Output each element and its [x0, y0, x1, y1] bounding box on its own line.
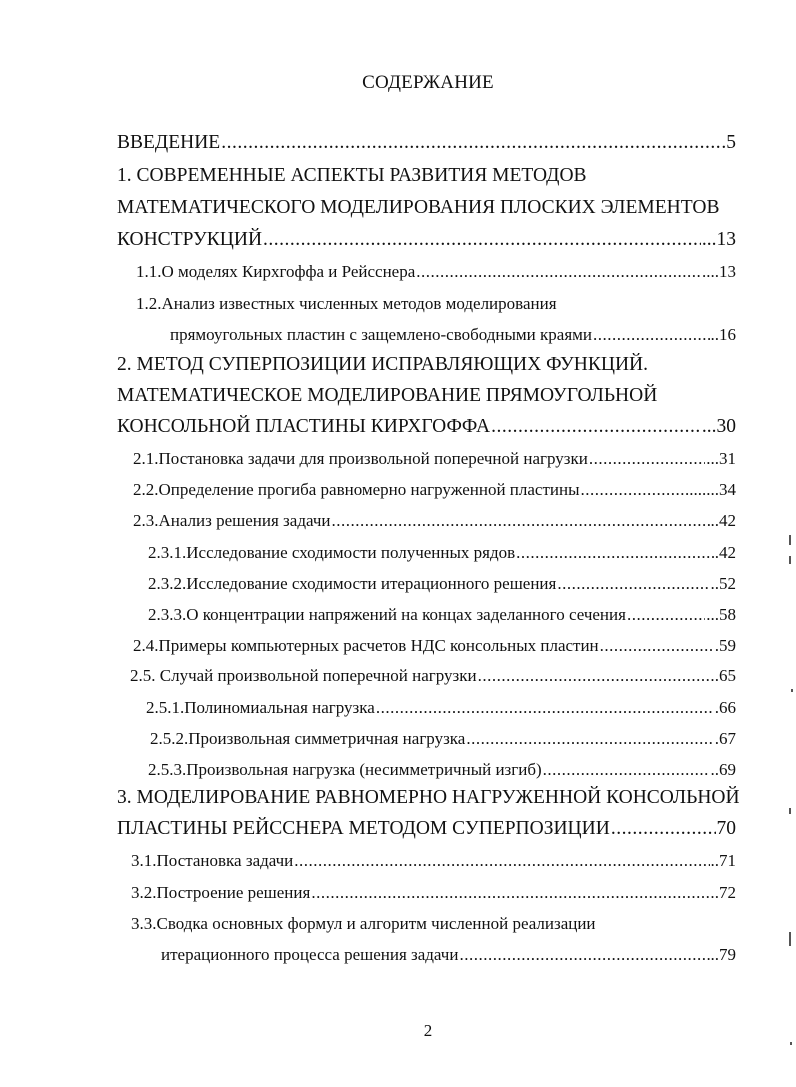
toc-leader-dots: [331, 511, 709, 531]
toc-page-number: ...30: [701, 416, 736, 437]
toc-leader-dots: [516, 543, 714, 563]
toc-leader-dots: [491, 416, 701, 438]
toc-entry-text: 2.4.Примеры компьютерных расчетов НДС консольных пластин: [133, 636, 599, 655]
toc-entry-2-4[interactable]: [133, 636, 736, 656]
toc-chapter-2-line-1[interactable]: 2. МЕТОД СУПЕРПОЗИЦИИ ИСПРАВЛЯЮЩИХ ФУНКЦИЙ.: [117, 354, 649, 375]
toc-leader-dots: [581, 480, 684, 500]
toc-entry-text: КОНСОЛЬНОЙ ПЛАСТИНЫ КИРХГОФФА: [117, 416, 491, 437]
toc-page-number: ..79: [710, 945, 736, 964]
toc-entry-text: 2.3.2.Исследование сходимости итерационного решения: [148, 574, 557, 593]
toc-page-number: .5: [721, 132, 736, 153]
toc-leader-dots: [600, 636, 714, 656]
toc-entry-2-5-1[interactable]: [146, 698, 736, 718]
toc-leader-dots: [557, 574, 709, 594]
page-number: 2: [423, 1021, 433, 1040]
toc-page-number: ..52: [710, 574, 736, 593]
toc-entry-text: 2.3.3.О концентрации напряжений на концах заделанного сечения: [148, 605, 626, 624]
scan-speck: [789, 932, 791, 946]
toc-entry-text: 2.3.1.Исследование сходимости полученных рядов: [148, 543, 516, 562]
toc-entry-1-2-line-1[interactable]: 1.2.Анализ известных численных методов моделирования: [136, 294, 557, 313]
toc-page-number: .67: [714, 729, 736, 748]
toc-page-number: .72: [714, 883, 736, 902]
toc-entry-2-5-2[interactable]: [150, 729, 736, 749]
toc-chapter-3-last-line[interactable]: [117, 818, 736, 840]
toc-entry-2-3-1[interactable]: [148, 543, 736, 563]
toc-page-number: ....13: [702, 262, 736, 281]
toc-leader-dots: [543, 760, 710, 780]
toc-entry-2-5-3[interactable]: [148, 760, 736, 780]
toc-page-number: .42: [714, 543, 736, 562]
toc-entry-2-2[interactable]: [133, 480, 736, 500]
toc-page-number: .66: [714, 698, 736, 717]
toc-entry-2-3-2[interactable]: [148, 574, 736, 594]
toc-chapter-2-last-line[interactable]: [117, 416, 736, 438]
toc-entry-text: 3.2.Построение решения: [131, 883, 311, 902]
toc-entry-text: ПЛАСТИНЫ РЕЙССНЕРА МЕТОДОМ СУПЕРПОЗИЦИИ: [117, 818, 610, 839]
toc-entry-3-3-line-2[interactable]: [161, 945, 736, 965]
page-title: СОДЕРЖАНИЕ: [362, 72, 494, 93]
toc-page-number: 70: [716, 818, 736, 839]
toc-page-number: ..69: [710, 760, 736, 779]
scan-speck: [790, 1042, 792, 1045]
toc-chapter-1-last-line[interactable]: [117, 229, 736, 251]
toc-leader-dots: [376, 698, 714, 718]
toc-entry-text: 3.1.Постановка задачи: [131, 851, 294, 870]
toc-leader-dots: [611, 818, 716, 840]
toc-entry-2-3[interactable]: [133, 511, 736, 531]
toc-chapter-2-line-2[interactable]: МАТЕМАТИЧЕСКОЕ МОДЕЛИРОВАНИЕ ПРЯМОУГОЛЬНОЙ: [117, 385, 658, 406]
toc-leader-dots: [294, 851, 709, 871]
toc-leader-dots: [466, 729, 713, 749]
toc-page-number: ..71: [710, 851, 736, 870]
toc-chapter-3-line-1[interactable]: 3. МОДЕЛИРОВАНИЕ РАВНОМЕРНО НАГРУЖЕННОЙ КОНСОЛЬНОЙ: [117, 787, 740, 808]
toc-leader-dots: [627, 605, 705, 625]
toc-page-number: ..42: [710, 511, 736, 530]
toc-leader-dots: [478, 666, 714, 686]
toc-entry-text: 2.2.Определение прогиба равномерно нагруженной пластины: [133, 480, 580, 499]
toc-entry-text: ВВЕДЕНИЕ: [117, 132, 221, 153]
toc-entry-3-2[interactable]: [131, 883, 736, 903]
toc-entry-text: 2.5.2.Произвольная симметричная нагрузка: [150, 729, 466, 748]
toc-leader-dots: [416, 262, 701, 282]
toc-entry-1-1[interactable]: [136, 262, 736, 282]
toc-leader-dots: [263, 229, 701, 251]
toc-leader-dots: [459, 945, 709, 965]
toc-entry-text: 2.5.3.Произвольная нагрузка (несимметричный изгиб): [148, 760, 542, 779]
toc-page-number: ...58: [706, 605, 736, 624]
toc-page-number: ...31: [706, 449, 736, 468]
toc-page-number: ........34: [685, 480, 736, 499]
scan-speck: [791, 689, 793, 692]
toc-page-number: ...13: [701, 229, 736, 250]
toc-page-number: .59: [714, 636, 736, 655]
toc-entry-text: КОНСТРУКЦИЙ: [117, 229, 263, 250]
toc-entry-2-5[interactable]: [130, 666, 736, 686]
scan-speck: [789, 556, 791, 564]
scan-speck: [789, 535, 791, 545]
toc-entry-2-1[interactable]: [133, 449, 736, 469]
toc-leader-dots: [221, 132, 720, 154]
toc-entry-3-1[interactable]: [131, 851, 736, 871]
toc-entry-text: 2.5.1.Полиномиальная нагрузка: [146, 698, 375, 717]
toc-entry-3-3-line-1[interactable]: 3.3.Сводка основных формул и алгоритм численной реализации: [131, 914, 596, 933]
toc-entry-text: прямоугольных пластин с защемлено-свободными краями: [170, 325, 593, 344]
toc-entry-text: итерационного процесса решения задачи: [161, 945, 459, 964]
scan-speck: [789, 808, 791, 814]
toc-entry-2-3-3[interactable]: [148, 605, 736, 625]
toc-leader-dots: [593, 325, 709, 345]
toc-entry-intro[interactable]: [117, 132, 736, 154]
toc-entry-text: 2.3.Анализ решения задачи: [133, 511, 331, 530]
toc-entry-text: 2.1.Постановка задачи для произвольной поперечной нагрузки: [133, 449, 588, 468]
toc-chapter-1-line-2[interactable]: МАТЕМАТИЧЕСКОГО МОДЕЛИРОВАНИЯ ПЛОСКИХ ЭЛЕМЕНТОВ: [117, 197, 720, 218]
toc-entry-text: 1.1.О моделях Кирхгоффа и Рейсснера: [136, 262, 416, 281]
toc-leader-dots: [589, 449, 705, 469]
toc-page-number: ..16: [710, 325, 736, 344]
toc-page-number: .65: [714, 666, 736, 685]
toc-chapter-1-line-1[interactable]: 1. СОВРЕМЕННЫЕ АСПЕКТЫ РАЗВИТИЯ МЕТОДОВ: [117, 165, 587, 186]
toc-leader-dots: [311, 883, 713, 903]
toc-entry-1-2-line-2[interactable]: [170, 325, 736, 345]
toc-entry-text: 2.5. Случай произвольной поперечной нагрузки: [130, 666, 477, 685]
